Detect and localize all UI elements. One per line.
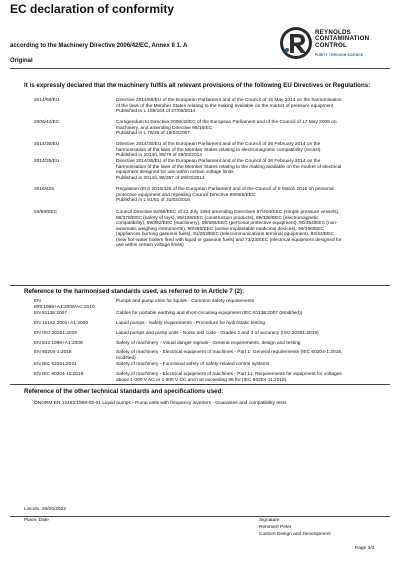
- place-date-label: Place, Date: [24, 518, 49, 523]
- page-number: Page 3/3: [355, 546, 375, 551]
- footer-divider: [10, 516, 390, 517]
- other-standards-heading: Reference of the other technical standards and specifications used:: [24, 388, 224, 395]
- standard-id: EN IEC 62061:2021: [34, 362, 77, 367]
- standard-description: Safety of machinery - Visual danger signals - General requirements, design and testing: [116, 341, 301, 346]
- signatory-name: Remmert Peter: [259, 525, 292, 530]
- logo-wordmark: REYNOLDS CONTAMINATION CONTROL: [315, 29, 370, 49]
- reynolds-logo-icon: [279, 26, 313, 60]
- standard-id: EN ISO 20361:2019: [34, 331, 77, 336]
- signature-label: Signature: [259, 518, 280, 523]
- standard-description: Pumps and pump units for liquids - Common safety requirements: [116, 299, 255, 304]
- directive-description: Regulation (EU) 2016/425 of the European Parliament and of the Council of 9 March 2016 on personal protective equipment and repealing Council Directive 89/686/EEC Published in L 81/51 of 31/03/2016: [116, 187, 334, 203]
- signatory-role: Custom Design and Development: [259, 532, 331, 537]
- directive-id: 2014/35/EU: [34, 159, 60, 164]
- harmonised-heading: Reference to the harmonised standards used, as referred to in Article 7 (2):: [24, 288, 245, 295]
- directive-description: Directive 2014/30/EU of the European Parliament and of the Council of 26 February 2014 on the harmonisation of the laws of the Member States relating to electromagnetic compatibility (recast) Published in 2014/L 96/79 of 29/03/2014: [116, 142, 321, 158]
- company-logo: [279, 26, 394, 62]
- directive-description: Council Directive 93/68/EEC of 22 July 1993 amending Directives 87/404/EEC (simple pressure vessels), 88/378/EEC (safety of toys), 89/106/EEC (construction products), 89/336/EEC (electromagnetic compatibility), 89/392/EEC (machinery), 89/686/EEC (personal protective equipment), 90/384/EEC (non- automatic weighing instruments), 90/385/EEC (active implantable medicinal devices), 90/396/EEC (appliances burning gaseous fuels), 91/263/EEC (telecommunications terminal equipment), 92/42/EEC (new hot-water boilers fired with liquid or gaseous fuels) and 73/23/EEC (electrical equipment designed for use within certain voltage limits): [116, 210, 342, 248]
- standard-description: Liquid pumps - Safety requirements - Procedure for hydrostatic testing: [116, 321, 266, 326]
- directive-id: 93/68/EEC: [34, 210, 58, 215]
- other-standard-row: ÖNORM EN 12483:1999-08-01 Liquid pumps - Pump units with frequency inverters - Guarantee and compatibility tests: [34, 401, 287, 406]
- harmonised-divider: [10, 384, 390, 385]
- standard-id: EN IEC 60204-11:2019: [34, 372, 84, 377]
- standard-description: Safety of machinery - Functional safety of safety-related control systems: [116, 362, 270, 367]
- directives-heading: It is expressly declared that the machinery fulfils all relevant provisions of the following EU Directives or Regulations:: [24, 82, 371, 89]
- original-label: Original: [10, 58, 33, 64]
- document-subtitle: according to the Machinery Directive 2006/42/EC, Annex II 1. A: [10, 43, 188, 49]
- directive-id: 2014/30/EU: [34, 142, 60, 147]
- header-divider: [10, 68, 390, 69]
- document-title: EC declaration of conformity: [10, 2, 175, 16]
- standard-description: Liquid pumps and pump units - Noise test code - Grades 2 and 3 of accuracy (ISO 20361:2019): [116, 331, 319, 336]
- standard-id: EN 61138:2007: [34, 311, 67, 316]
- standard-id: EN 12162:2001+A1:2009: [34, 321, 89, 326]
- standard-id: EN 842:1996+A1:2008: [34, 341, 83, 346]
- directive-id: 2006/42/EC: [34, 120, 60, 125]
- directive-id: 2014/68/EU: [34, 98, 60, 103]
- standard-description: Safety of machinery - Electrical equipment of machines - Part 11: Requirements for equipment for voltages above 1 000 V AC or 1 500 V DC and not exceeding 36 kV (IEC 60204-11:2018): [116, 372, 342, 383]
- standard-description: Cables for portable earthing and short-circuiting equipment (IEC 61138:2007 (Modified)): [116, 311, 303, 316]
- place-date-value: Lincoln, 26/06/2022: [24, 507, 66, 512]
- logo-tagline: PURITY THROUGH SCIENCE: [315, 53, 364, 57]
- directive-description: Directive 2014/68/EU of the European Parliament and of the Council of 15 May 2014 on the harmonisation of the laws of the Member States relating to the making available on the market of pressure equipment Published in L 189/164 of 27/06/2014: [116, 98, 342, 114]
- directive-description: Directive 2014/35/EU of the European Parliament and of the Council of 26 February 2014 on the harmonisation of the laws of the Member States relating to the making available on the market of electrical equipment designed for use within certain voltage limits Published in 2014/L 96/357 of 29/03/2014: [116, 159, 342, 181]
- standard-id: EN 809:1998+A1:2009/AC:2010: [34, 299, 95, 310]
- directives-divider: [10, 285, 390, 286]
- directive-description: Corrigendum to Directive 2006/42/EC of the European Parliament and of the Council of 17 May 2006 on machinery, and amending Directive 95/16/EC Published in L 76/35 of 16/03/2007: [116, 120, 337, 136]
- standard-id: EN 60204-1:2018: [34, 350, 72, 355]
- standard-description: Safety of machinery - Electrical equipment of machines - Part 1: General requirements (IEC 60204-1:2016, modified): [116, 350, 343, 361]
- directive-id: 2016/425: [34, 187, 55, 192]
